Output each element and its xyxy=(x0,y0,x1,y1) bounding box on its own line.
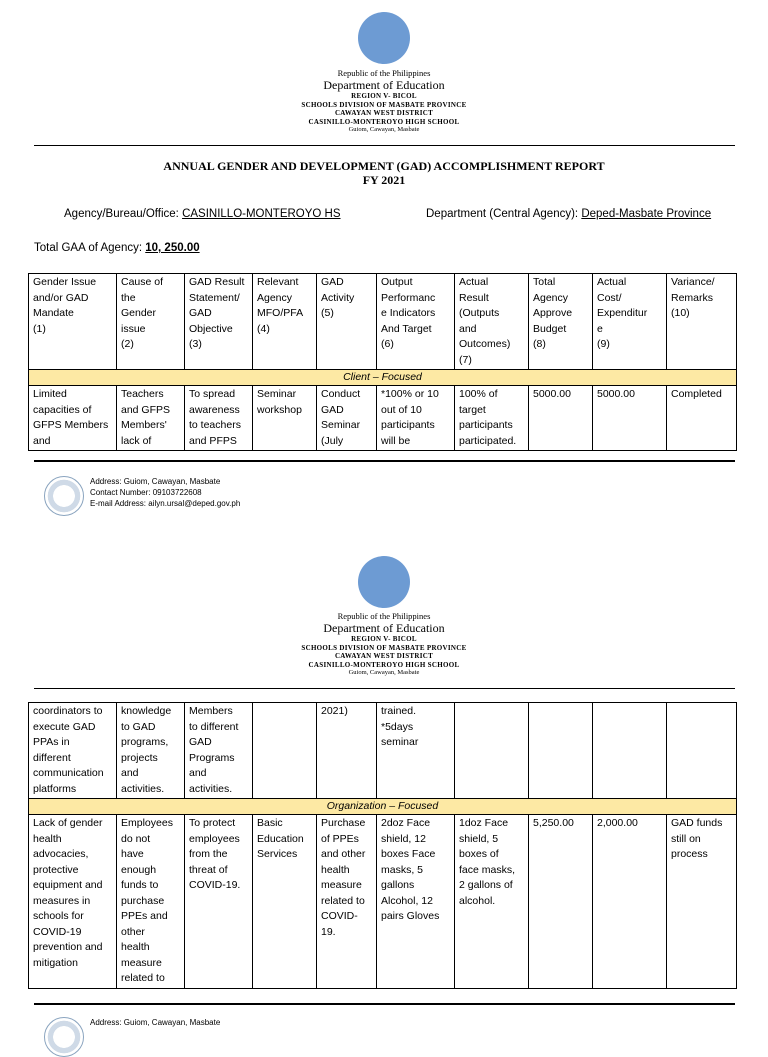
cell-line: knowledge xyxy=(121,705,172,717)
cell-line: activities. xyxy=(189,782,233,795)
cell-line: 5000.00 xyxy=(597,388,635,400)
cell-line: GAD Result xyxy=(189,276,245,288)
division-line: SCHOOLS DIVISION OF MASBATE PROVINCE xyxy=(301,100,467,109)
table-cell xyxy=(529,815,593,989)
deped-seal xyxy=(358,556,410,608)
cell-line: schools for xyxy=(33,910,84,922)
report-title: ANNUAL GENDER AND DEVELOPMENT (GAD) ACCOMPLISHMENT REPORT xyxy=(163,159,605,173)
cell-line: to GAD xyxy=(121,720,156,733)
header-cell xyxy=(29,274,117,370)
cell-line: activities. xyxy=(121,782,165,795)
cell-line: boxes Face xyxy=(381,848,436,860)
cell-line: measures in xyxy=(33,894,91,907)
cell-line: COVID- xyxy=(321,910,358,922)
table-cell xyxy=(185,386,253,451)
cell-line: shield, 12 xyxy=(381,832,426,845)
cell-line: capacities of xyxy=(33,403,92,416)
table-cell xyxy=(377,815,455,989)
cell-line: 2doz Face xyxy=(381,817,431,829)
table-cell xyxy=(529,386,593,451)
cell-line: (9) xyxy=(597,338,610,350)
header-cell xyxy=(529,274,593,370)
cell-line: (10) xyxy=(671,307,690,319)
department-line: Department of Education xyxy=(323,621,445,635)
cell-line: communication xyxy=(33,767,104,779)
cell-line: measure xyxy=(121,956,162,969)
cell-line: execute GAD xyxy=(33,720,96,733)
cell-line: Teachers xyxy=(121,388,164,400)
deped-seal xyxy=(358,12,410,64)
district-line: CAWAYAN WEST DISTRICT xyxy=(334,652,434,660)
cell-line: Basic xyxy=(257,817,283,829)
cell-line: health xyxy=(33,832,62,845)
cell-line: COVID-19. xyxy=(189,879,241,891)
cell-line: projects xyxy=(121,751,158,764)
cell-line: Agency xyxy=(257,291,293,304)
school-logo xyxy=(44,476,84,516)
cell-line: MFO/PFA xyxy=(257,307,304,319)
cell-line: And Target xyxy=(381,322,432,335)
cell-line: Budget xyxy=(533,322,567,335)
table-header-row xyxy=(29,274,737,370)
cell-line: Mandate xyxy=(33,307,74,319)
table-cell xyxy=(29,815,117,989)
cell-line: to different xyxy=(189,720,239,733)
table-cell xyxy=(317,815,377,989)
cell-line: protective xyxy=(33,863,79,876)
table-cell xyxy=(667,386,737,451)
cell-line: 2 gallons of xyxy=(459,879,513,891)
cell-line: and other xyxy=(321,848,366,860)
cell-line: lack of xyxy=(121,434,152,447)
header-divider xyxy=(34,145,735,146)
table-cell xyxy=(593,386,667,451)
region-line: REGION V- BICOL xyxy=(351,635,417,643)
agency-value: CASINILLO-MONTEROYO HS xyxy=(182,208,341,220)
cell-line: target xyxy=(459,403,486,416)
cell-line: platforms xyxy=(33,782,77,795)
cell-line: Programs xyxy=(189,751,235,764)
cell-line: Cost/ xyxy=(597,291,622,304)
cell-line: of PPEs xyxy=(321,832,359,845)
header-cell xyxy=(667,274,737,370)
cell-line: employees xyxy=(189,832,240,845)
cell-line: 2021) xyxy=(321,705,348,717)
cell-line: health xyxy=(321,863,350,876)
cell-line: To spread xyxy=(189,388,236,400)
cell-line: shield, 5 xyxy=(459,832,499,845)
cell-line: (8) xyxy=(533,338,546,350)
cell-line: Lack of gender xyxy=(33,817,103,829)
cell-line: participated. xyxy=(459,434,517,447)
cell-line: mitigation xyxy=(33,956,78,969)
footer-contact: Contact Number: 09103722608 xyxy=(90,488,202,497)
cell-line: Performanc xyxy=(381,291,436,304)
cell-line: health xyxy=(121,941,150,953)
table-cell xyxy=(117,386,185,451)
cell-line: GAD xyxy=(321,276,344,288)
cell-line: Activity xyxy=(321,291,355,304)
republic-line: Republic of the Philippines xyxy=(337,611,431,621)
cell-line: participants xyxy=(381,419,435,431)
cell-line: Seminar xyxy=(321,419,361,431)
cell-line: GFPS Members xyxy=(33,419,109,431)
client-focused-label: Client – Focused xyxy=(29,370,737,386)
cell-line: Members xyxy=(189,705,233,717)
footer-address: Address: Guiom, Cawayan, Masbate xyxy=(90,1018,221,1027)
table-cell xyxy=(117,703,185,799)
department-line: Department of Education xyxy=(323,78,445,92)
cell-line: process xyxy=(671,848,708,860)
table-cell xyxy=(593,703,667,799)
cell-line: Objective xyxy=(189,322,233,335)
header-cell xyxy=(377,274,455,370)
table-cell xyxy=(529,703,593,799)
cell-line: alcohol. xyxy=(459,894,496,907)
cell-line: 1doz Face xyxy=(459,817,509,829)
cell-line: out of 10 xyxy=(381,403,422,416)
cell-line: to teachers xyxy=(189,419,241,431)
cell-line: gallons xyxy=(381,879,415,891)
cell-line: (1) xyxy=(33,322,46,335)
letterhead xyxy=(0,611,768,677)
table-cell xyxy=(377,386,455,451)
table-cell xyxy=(253,703,317,799)
cell-line: (July xyxy=(321,434,344,447)
band-client-focused xyxy=(29,370,737,386)
cell-line: participants xyxy=(459,419,513,431)
cell-line: related to xyxy=(321,894,365,907)
cell-line: and xyxy=(121,767,139,779)
cell-line: issue xyxy=(121,322,146,335)
cell-line: will be xyxy=(381,434,411,447)
table-cell xyxy=(593,815,667,989)
organization-focused-label: Organization – Focused xyxy=(29,799,737,815)
cell-line: and xyxy=(189,767,207,779)
cell-line: masks, 5 xyxy=(381,863,424,876)
cell-line: GAD xyxy=(189,736,212,748)
cell-line: Seminar xyxy=(257,388,297,400)
cell-line: boxes of xyxy=(459,848,499,860)
cell-line: Total xyxy=(533,276,556,288)
cell-line: Statement/ xyxy=(189,291,240,304)
school-line: CASINILLO-MONTEROYO HIGH SCHOOL xyxy=(308,117,460,126)
cell-line: programs, xyxy=(121,736,169,748)
cell-line: Agency xyxy=(533,291,569,304)
cell-line: measure xyxy=(321,879,362,891)
republic-line: Republic of the Philippines xyxy=(337,68,431,78)
school-logo xyxy=(44,1017,84,1057)
cell-line: Result xyxy=(459,291,489,304)
cell-line: e xyxy=(597,322,603,335)
gad-table-page2 xyxy=(28,702,737,989)
cell-line: do not xyxy=(121,832,151,845)
cell-line: workshop xyxy=(257,403,302,416)
cell-line: purchase xyxy=(121,894,165,907)
cell-line: Remarks xyxy=(671,291,714,304)
agency-field xyxy=(64,208,341,220)
cell-line: PPAs in xyxy=(33,736,70,748)
cell-line: and GFPS xyxy=(121,403,171,416)
cell-line: trained. xyxy=(381,705,417,717)
cell-line: Completed xyxy=(671,388,722,400)
cell-line: prevention and xyxy=(33,941,103,953)
table-cell xyxy=(185,815,253,989)
footer-address: Address: Guiom, Cawayan, Masbate xyxy=(90,477,221,486)
cell-line: Actual xyxy=(597,276,627,288)
cell-line: Limited xyxy=(33,388,67,400)
cell-line: (Outputs xyxy=(459,307,500,319)
table-cell xyxy=(117,815,185,989)
header-divider xyxy=(34,688,735,689)
cell-line: (3) xyxy=(189,338,202,350)
cell-line: COVID-19 xyxy=(33,925,82,938)
cell-line: Outcomes) xyxy=(459,338,511,350)
table-cell xyxy=(317,703,377,799)
location-line: Guiom, Cawayan, Masbate xyxy=(348,669,420,676)
cell-line: *5days xyxy=(381,720,414,733)
gad-table-page1 xyxy=(28,273,737,451)
cell-line: *100% or 10 xyxy=(381,388,439,400)
cell-line: (7) xyxy=(459,353,472,366)
department-field xyxy=(426,208,711,220)
department-value: Deped-Masbate Province xyxy=(581,208,712,220)
cell-line: (5) xyxy=(321,307,334,319)
cell-line: and/or GAD xyxy=(33,291,89,304)
letterhead xyxy=(0,68,768,134)
cell-line: face masks, xyxy=(459,863,516,876)
cell-line: Services xyxy=(257,848,298,860)
cell-line: funds to xyxy=(121,879,159,891)
footer-divider xyxy=(34,460,735,462)
header-cell xyxy=(317,274,377,370)
table-cell xyxy=(455,815,529,989)
cell-line: e Indicators xyxy=(381,307,436,319)
header-cell xyxy=(253,274,317,370)
header-cell xyxy=(593,274,667,370)
gaa-value: 10, 250.00 xyxy=(145,242,200,254)
cell-line: from the xyxy=(189,848,228,860)
table-cell xyxy=(29,386,117,451)
table-cell xyxy=(455,386,529,451)
report-fy: FY 2021 xyxy=(362,173,406,187)
cell-line: Education xyxy=(257,832,304,845)
cell-line: related to xyxy=(121,972,165,984)
gaa-label: Total GAA of Agency: xyxy=(34,242,143,254)
division-line: SCHOOLS DIVISION OF MASBATE PROVINCE xyxy=(301,643,467,652)
cell-line: Cause of xyxy=(121,276,164,288)
district-line: CAWAYAN WEST DISTRICT xyxy=(334,109,434,117)
cell-line: and xyxy=(33,434,51,447)
cell-line: enough xyxy=(121,863,157,876)
cell-line: GAD xyxy=(321,403,344,416)
cell-line: 19. xyxy=(321,925,336,938)
band-organization-focused xyxy=(29,799,737,815)
cell-line: To protect xyxy=(189,817,236,829)
agency-label: Agency/Bureau/Office: xyxy=(64,208,179,220)
cell-line: (6) xyxy=(381,338,394,350)
cell-line: awareness xyxy=(189,403,240,416)
cell-line: GAD xyxy=(189,307,212,319)
cell-line: still on xyxy=(671,832,701,845)
cell-line: Alcohol, 12 xyxy=(381,894,433,907)
footer-text xyxy=(90,476,240,509)
location-line: Guiom, Cawayan, Masbate xyxy=(348,126,420,133)
table-cell xyxy=(29,703,117,799)
cell-line: 100% of xyxy=(459,388,498,400)
table-cell xyxy=(455,703,529,799)
cell-line: coordinators to xyxy=(33,705,103,717)
cell-line: Gender xyxy=(121,307,157,319)
cell-line: have xyxy=(121,848,144,860)
cell-line: seminar xyxy=(381,736,419,748)
cell-line: (4) xyxy=(257,322,270,335)
cell-line: Employees xyxy=(121,817,173,829)
cell-line: Approve xyxy=(533,307,573,319)
table-row xyxy=(29,386,737,451)
header-cell xyxy=(185,274,253,370)
cell-line: Purchase xyxy=(321,817,366,829)
cell-line: 2,000.00 xyxy=(597,817,638,829)
cell-line: Relevant xyxy=(257,276,299,288)
table-cell xyxy=(185,703,253,799)
table-cell xyxy=(667,815,737,989)
cell-line: advocacies, xyxy=(33,848,89,860)
cell-line: and PFPS xyxy=(189,434,237,447)
footer-text xyxy=(90,1017,220,1028)
cell-line: and xyxy=(459,322,477,335)
footer-divider xyxy=(34,1003,735,1005)
cell-line: Output xyxy=(381,276,413,288)
table-cell xyxy=(377,703,455,799)
header-cell xyxy=(117,274,185,370)
cell-line: Variance/ xyxy=(671,276,715,288)
cell-line: threat of xyxy=(189,863,228,876)
table-cell xyxy=(317,386,377,451)
cell-line: 5000.00 xyxy=(533,388,571,400)
table-row xyxy=(29,815,737,989)
cell-line: pairs Gloves xyxy=(381,910,440,922)
cell-line: the xyxy=(121,291,136,304)
cell-line: Members' xyxy=(121,419,167,431)
cell-line: equipment and xyxy=(33,879,103,891)
table-cell xyxy=(253,815,317,989)
cell-line: other xyxy=(121,925,145,938)
cell-line: Gender Issue xyxy=(33,276,97,288)
header-cell xyxy=(455,274,529,370)
cell-line: Actual xyxy=(459,276,489,288)
department-label: Department (Central Agency): xyxy=(426,208,579,220)
school-line: CASINILLO-MONTEROYO HIGH SCHOOL xyxy=(308,660,460,669)
cell-line: GAD funds xyxy=(671,817,723,829)
footer-email: E-mail Address: ailyn.ursal@deped.gov.ph xyxy=(90,499,241,508)
table-row xyxy=(29,703,737,799)
table-cell xyxy=(253,386,317,451)
table-cell xyxy=(667,703,737,799)
cell-line: Expenditur xyxy=(597,307,648,319)
cell-line: (2) xyxy=(121,338,134,350)
gaa-field xyxy=(34,242,200,254)
cell-line: Conduct xyxy=(321,388,361,400)
region-line: REGION V- BICOL xyxy=(351,92,417,100)
cell-line: 5,250.00 xyxy=(533,817,574,829)
cell-line: different xyxy=(33,751,71,764)
cell-line: PPEs and xyxy=(121,910,168,922)
